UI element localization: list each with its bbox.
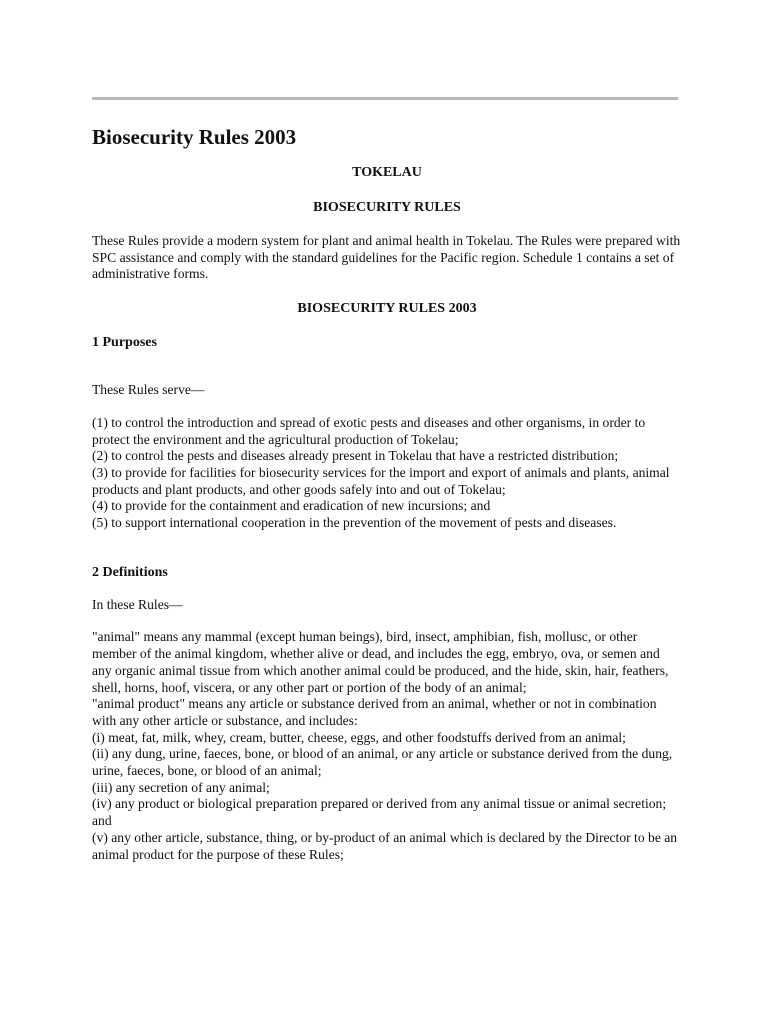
heading-rules-2003: BIOSECURITY RULES 2003: [297, 301, 477, 317]
definition-line: (iii) any secretion of any animal;: [92, 779, 270, 795]
definition-line: "animal" means any mammal (except human beings), bird, insect, amphibian, fish, mollusc, or other member of the animal kingdom, whether alive or dead, and includes the egg, embryo, ova, or semen and any organic animal tissue from which another animal could be produced, and the hide, skin, hair, feathers, shell, horns, hoof, viscera, or any other part or portion of the body of an animal;: [92, 629, 669, 695]
heading-country: TOKELAU: [352, 165, 422, 180]
list-item: (4) to provide for the containment and eradication of new incursions; and: [92, 498, 491, 514]
heading-rules: BIOSECURITY RULES: [313, 200, 461, 215]
header-divider: [92, 97, 678, 100]
section-2-lead: In these Rules—: [92, 596, 183, 612]
definition-line: "animal product" means any article or substance derived from an animal, whether or not in combination with any other article or substance, and includes:: [92, 696, 657, 728]
page-title: Biosecurity Rules 2003: [92, 125, 297, 149]
section-2-title: 2 Definitions: [92, 564, 168, 580]
list-item: (1) to control the introduction and spread of exotic pests and diseases and other organisms, in order to protect the environment and the agricultural production of Tokelau;: [92, 414, 646, 447]
definition-line: (ii) any dung, urine, faeces, bone, or blood of an animal, or any article or substance derived from the dung, urine, faeces, bone, or blood of an animal;: [92, 746, 673, 779]
list-item: (2) to control the pests and diseases already present in Tokelau that have a restricted distribution;: [92, 448, 619, 464]
intro-paragraph: These Rules provide a modern system for plant and animal health in Tokelau. The Rules were prepared with SPC assistance and comply with the standard guidelines for the Pacific region. Schedule 1 contains a set of administrative forms.: [92, 233, 681, 282]
document-body: [92, 118, 682, 863]
section-1-title: 1 Purposes: [92, 335, 157, 351]
definitions-list: [92, 629, 682, 863]
purposes-list: [92, 415, 682, 532]
list-item: (5) to support international cooperation in the prevention of the movement of pests and diseases.: [92, 515, 617, 531]
definition-line: (i) meat, fat, milk, whey, cream, butter, cheese, eggs, and other foodstuffs derived from an animal;: [92, 729, 626, 745]
definition-line: (iv) any product or biological preparation prepared or derived from any animal tissue or animal secretion; and: [92, 796, 667, 829]
section-1-lead: These Rules serve—: [92, 382, 205, 398]
list-item: (3) to provide for facilities for biosecurity services for the import and export of animals and plants, animal products and plant products, and other goods safely into and out of Tokelau;: [92, 464, 670, 497]
definition-line: (v) any other article, substance, thing, or by-product of an animal which is declared by the Director to be an animal product for the purpose of these Rules;: [92, 829, 678, 862]
